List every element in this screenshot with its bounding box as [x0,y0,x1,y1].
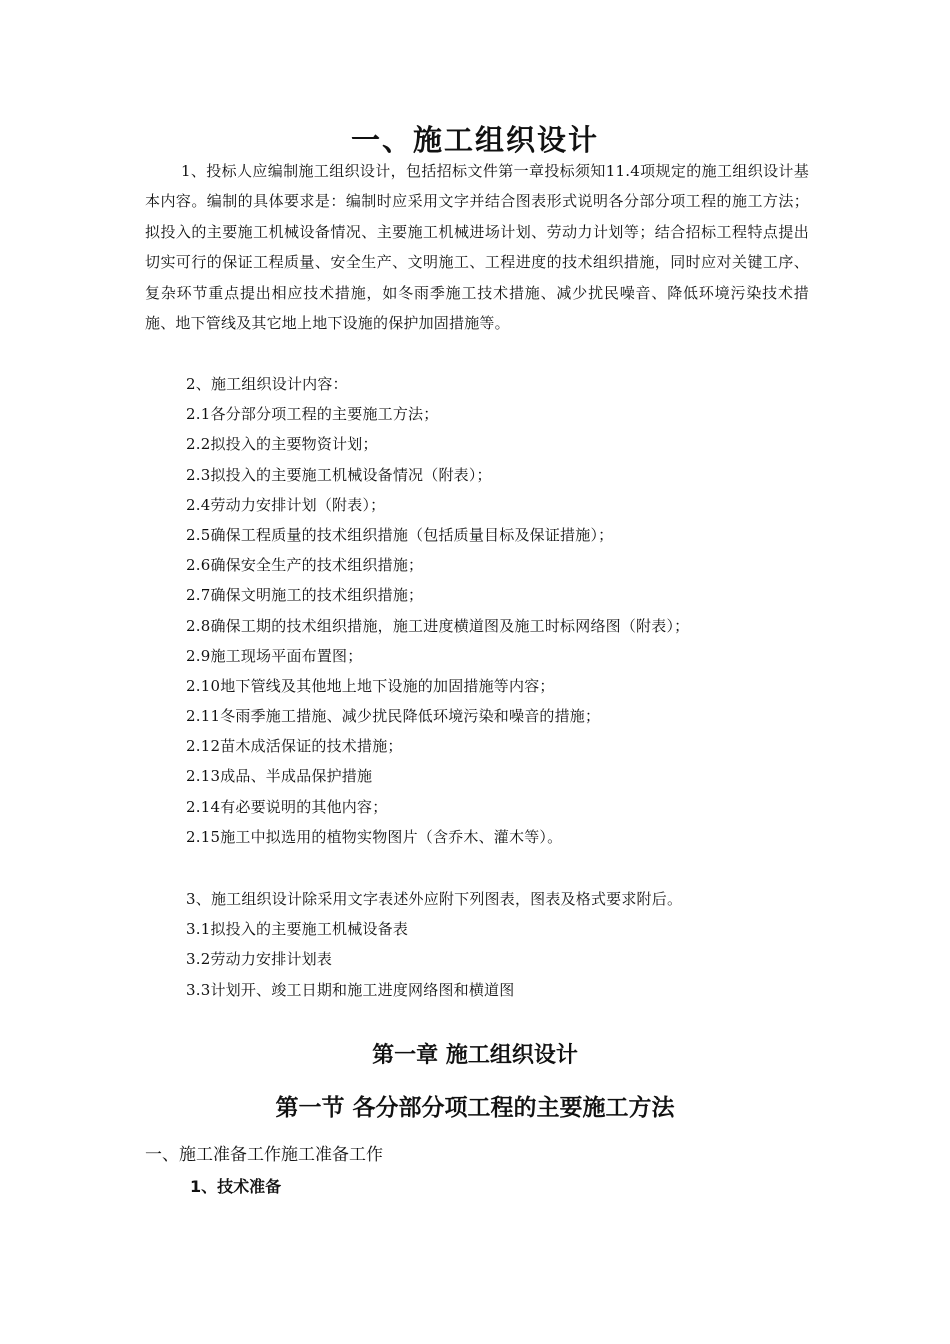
list-item: 2.15施工中拟选用的植物实物图片（含乔木、灌木等）。 [186,827,563,846]
list-item: 2.1各分部分项工程的主要施工方法； [186,405,439,424]
list-item: 2.13成品、半成品保护措施 [186,767,373,786]
sub-heading: 一、施工准备工作施工准备工作 [145,1145,383,1165]
chapter-title: 第一章 施工组织设计 [372,1043,578,1068]
section-title: 第一节 各分部分项工程的主要施工方法 [275,1095,675,1121]
list-item: 2、施工组织设计内容： [186,375,348,393]
document-title: 一、施工组织设计 [350,123,599,157]
list-item: 3.1拟投入的主要施工机械设备表 [186,920,409,939]
list-item: 3.3计划开、竣工日期和施工进度网络图和横道图 [186,980,515,999]
attached-charts-list [186,884,682,1005]
list-item: 2.2拟投入的主要物资计划； [186,435,378,454]
list-item: 2.3拟投入的主要施工机械设备情况（附表）； [186,465,492,484]
list-item: 2.7确保文明施工的技术组织措施； [186,586,424,605]
list-item: 2.8确保工期的技术组织措施，施工进度横道图及施工时标网络图（附表）； [186,616,690,635]
sub-sub-heading: 1、技术准备 [190,1177,282,1196]
list-item: 2.4劳动力安排计划（附表）； [186,495,386,514]
list-item: 2.9施工现场平面布置图； [186,646,363,665]
content-requirements-list [186,369,689,852]
list-item: 2.12苗木成活保证的技术措施； [186,737,403,756]
list-item: 2.11冬雨季施工措施、减少扰民降低环境污染和噪音的措施； [186,707,601,726]
list-item: 2.10地下管线及其他地上地下设施的加固措施等内容； [186,676,555,695]
intro-paragraph: 1、投标人应编制施工组织设计，包括招标文件第一章投标须知11.4项规定的施工组织设计基本内容。编制的具体要求是：编制时应采用文字并结合图表形式说明各分部分项工程的施工方法；拟投入的主要施工机械设备情况、主要施工机械进场计划、劳动力计划等；结合招标工程特点提出切实可行的保证工程质量、安全生产、文明施工、工程进度的技术组织措施，同时应对关键工序、复杂环节重点提出相应技术措施，如冬雨季施工技术措施、减少扰民噪音、降低环境污染技术措施、地下管线及其它地上地下设施的保护加固措施等。 [145,162,809,333]
list-item: 3、施工组织设计除采用文字表述外应附下列图表，图表及格式要求附后。 [186,890,683,908]
list-item: 2.14有必要说明的其他内容； [186,797,388,816]
list-item: 3.2劳动力安排计划表 [186,950,333,969]
list-item: 2.6确保安全生产的技术组织措施； [186,556,424,575]
list-item: 2.5确保工程质量的技术组织措施（包括质量目标及保证措施）； [186,525,614,544]
